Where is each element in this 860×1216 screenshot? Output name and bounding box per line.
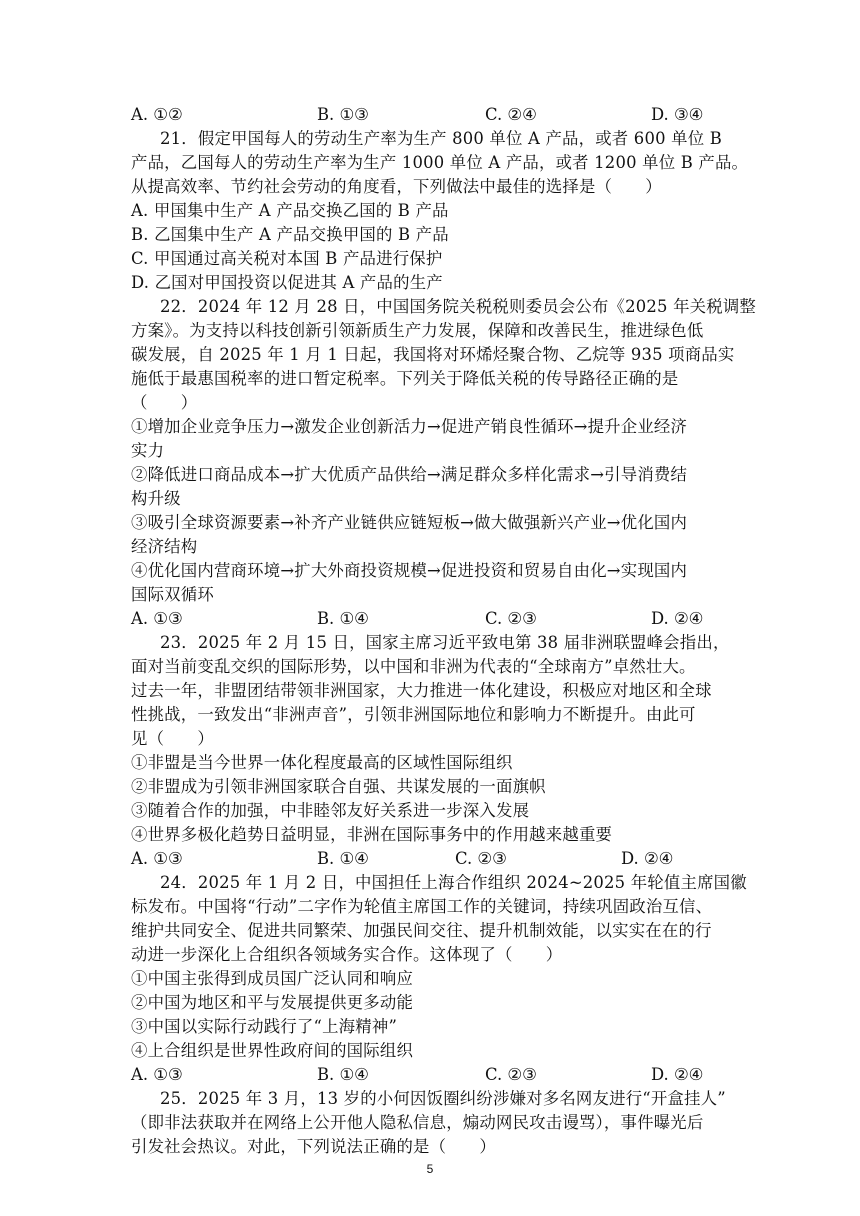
q23-stem-line: 性挑战，一致发出“非洲声音”，引领非洲国际地位和影响力不断提升。由此可 xyxy=(131,705,696,724)
option-a: A. ①③ xyxy=(131,609,183,628)
option-d: D. ③④ xyxy=(651,105,704,124)
q21-stem-line: 从提高效率、节约社会劳动的角度看，下列做法中最佳的选择是（ ） xyxy=(131,177,662,196)
q24-statement-3: ③中国以实际行动践行了“上海精神” xyxy=(131,1017,398,1036)
q22-stem-line: 22．2024 年 12 月 28 日，中国国务院关税税则委员会公布《2025 年关税调整 xyxy=(160,297,757,316)
q22-stem-line: 碳发展，自 2025 年 1 月 1 日起，我国将对环烯烃聚合物、乙烷等 935 项商品实 xyxy=(131,345,735,364)
q23-statement-4: ④世界多极化趋势日益明显，非洲在国际事务中的作用越来越重要 xyxy=(131,825,613,844)
q23-statement-1: ①非盟是当今世界一体化程度最高的区域性国际组织 xyxy=(131,753,513,772)
q22-stem-line: 方案》。为支持以科技创新引领新质生产力发展，保障和改善民生，推进绿色低 xyxy=(131,321,704,340)
q24-stem-line: 动进一步深化上合组织各领域务实合作。这体现了（ ） xyxy=(131,945,563,964)
option-d: D. ②④ xyxy=(621,849,674,868)
q21-option-d: D. 乙国对甲国投资以促进其 A 产品的生产 xyxy=(131,273,443,292)
page-number: 5 xyxy=(426,1162,434,1176)
option-b: B. ①③ xyxy=(317,105,369,124)
q21-stem-line: 21．假定甲国每人的劳动生产率为生产 800 单位 A 产品，或者 600 单位 B xyxy=(160,129,722,148)
q22-statement-4: ④优化国内营商环境→扩大外商投资规模→促进投资和贸易自由化→实现国内 xyxy=(131,561,688,580)
q23-stem-line: 过去一年，非盟团结带领非洲国家，大力推进一体化建设，积极应对地区和全球 xyxy=(131,681,712,700)
option-c: C. ②③ xyxy=(455,849,507,868)
option-a: A. ①② xyxy=(131,105,183,124)
option-b: B. ①④ xyxy=(317,849,369,868)
q22-statement-2: ②降低进口商品成本→扩大优质产品供给→满足群众多样化需求→引导消费结 xyxy=(131,465,688,484)
option-d: D. ②④ xyxy=(651,609,704,628)
option-d: D. ②④ xyxy=(651,1065,704,1084)
q25-stem-line: （即非法获取并在网络上公开他人隐私信息，煽动网民攻击谩骂），事件曝光后 xyxy=(131,1113,704,1132)
q22-stem-line: 施低于最惠国税率的进口暂定税率。下列关于降低关税的传导路径正确的是 xyxy=(131,369,679,388)
q25-stem-line: 25．2025 年 3 月，13 岁的小何因饭圈纠纷涉嫌对多名网友进行“开盒挂人” xyxy=(160,1089,726,1108)
option-b: B. ①④ xyxy=(317,609,369,628)
q21-stem-line: 产品，乙国每人的劳动生产率为生产 1000 单位 A 产品，或者 1200 单位 B 产品。 xyxy=(131,153,749,172)
q24-stem-line: 维护共同安全、促进共同繁荣、加强民间交往、提升机制效能，以实实在在的行 xyxy=(131,921,712,940)
q24-stem-line: 标发布。中国将“行动”二字作为轮值主席国工作的关键词，持续巩固政治互信、 xyxy=(131,897,713,916)
q22-options xyxy=(131,607,751,631)
q20-options xyxy=(131,103,751,127)
q22-statement-3: ③吸引全球资源要素→补齐产业链供应链短板→做大做强新兴产业→优化国内 xyxy=(131,513,688,532)
q24-statement-1: ①中国主张得到成员国广泛认同和响应 xyxy=(131,969,414,988)
q23-stem-line: 面对当前变乱交织的国际形势，以中国和非洲为代表的“全球南方”卓然壮大。 xyxy=(131,657,696,676)
q21-option-a: A. 甲国集中生产 A 产品交换乙国的 B 产品 xyxy=(131,201,449,220)
option-a: A. ①③ xyxy=(131,1065,183,1084)
q22-statement-3-cont: 经济结构 xyxy=(131,537,198,556)
q23-options xyxy=(131,847,751,871)
q21-option-b: B. 乙国集中生产 A 产品交换甲国的 B 产品 xyxy=(131,225,449,244)
option-b: B. ①④ xyxy=(317,1065,369,1084)
q23-statement-3: ③随着合作的加强，中非睦邻友好关系进一步深入发展 xyxy=(131,801,530,820)
option-c: C. ②③ xyxy=(485,1065,537,1084)
q22-statement-2-cont: 构升级 xyxy=(131,489,181,508)
q21-option-c: C. 甲国通过高关税对本国 B 产品进行保护 xyxy=(131,249,443,268)
q24-options xyxy=(131,1063,751,1087)
q23-stem-line: 见（ ） xyxy=(131,729,214,748)
q22-stem-line: （ ） xyxy=(131,393,198,412)
q22-statement-4-cont: 国际双循环 xyxy=(131,585,214,604)
q24-statement-2: ②中国为地区和平与发展提供更多动能 xyxy=(131,993,414,1012)
q22-statement-1-cont: 实力 xyxy=(131,441,165,460)
q24-statement-4: ④上合组织是世界性政府间的国际组织 xyxy=(131,1041,414,1060)
option-a: A. ①③ xyxy=(131,849,183,868)
q23-stem-line: 23．2025 年 2 月 15 日，国家主席习近平致电第 38 届非洲联盟峰会指出， xyxy=(160,633,730,652)
q23-statement-2: ②非盟成为引领非洲国家联合自强、共谋发展的一面旗帜 xyxy=(131,777,546,796)
q25-stem-line: 引发社会热议。对此，下列说法正确的是（ ） xyxy=(131,1137,496,1156)
option-c: C. ②③ xyxy=(485,609,537,628)
q22-statement-1: ①增加企业竞争压力→激发企业创新活力→促进产销良性循环→提升企业经济 xyxy=(131,417,688,436)
q24-stem-line: 24．2025 年 1 月 2 日，中国担任上海合作组织 2024~2025 年轮值主席国徽 xyxy=(160,873,747,892)
option-c: C. ②④ xyxy=(485,105,537,124)
